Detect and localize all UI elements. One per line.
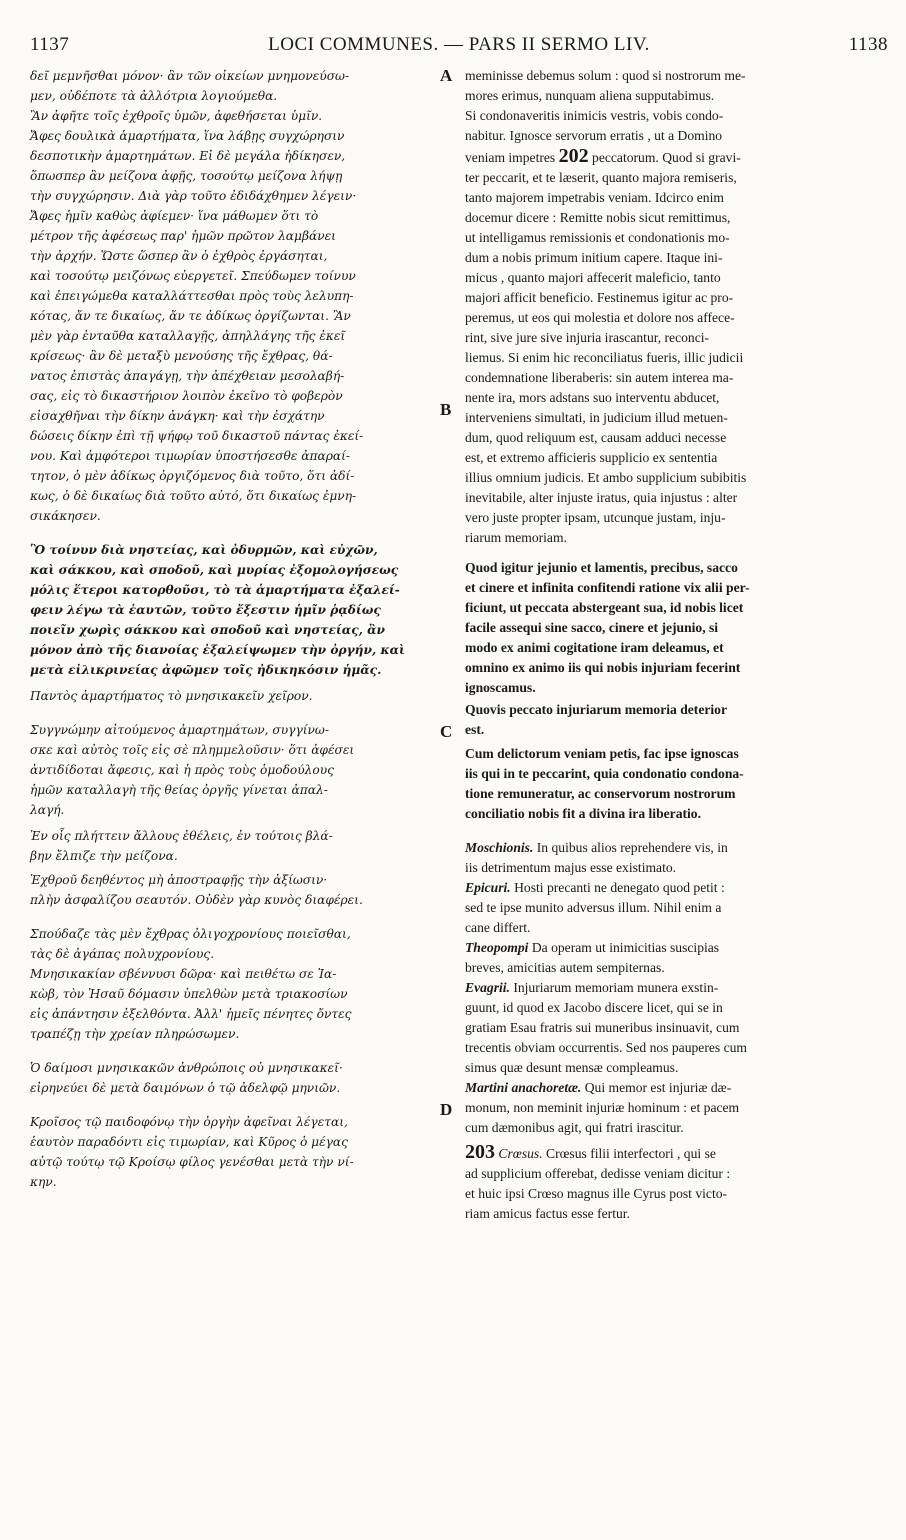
greek-paragraph-9: Κροῖσος τῷ παιδοφόνῳ τὴν ὀργὴν ἀφεῖναι λέγεται, ἑαυτὸν παραδόντι εἰς τιμωρίαν, καὶ Κῦρος ὁ μέγας αὐτῷ τούτῳ τῷ Κροίσῳ φίλος γενέσθαι μετὰ τὴν νί- κην. (30, 1115, 354, 1189)
latin-paragraph-2: Quod igitur jejunio et lamentis, precibus, sacco et cinere et infinita confitendi ratione vix alii per- ficiunt, ut peccata abstergeant sua, id nobis licet facile assequi sine sacco, cinere et jejunio, si modo ex animi cogitatione iram deleamus, et omnino ex animo iis qui nobis injuriam fecerint ignoscamus. (465, 560, 750, 695)
greek-paragraph-6: Ἐχθροῦ δεηθέντος μὴ ἀποστραφῇς τὴν ἀξίωσιν· πλὴν ἀσφαλίζου σεαυτόν. Οὐδὲν γὰρ κυνὸς διαφέρει. (30, 873, 363, 907)
latin-text: Qui memor est injuriæ dæ- monum, non meminit injuriæ hominum : et pacem cum dæmonibus agit, qui fratri irascitur. (465, 1080, 740, 1135)
latin-text: In quibus alios reprehendere vis, in iis detrimentum majus esse existimato. (465, 840, 728, 875)
latin-text: Crœsus filii interfectori , qui se ad supplicium offerebat, dedisse veniam dicitur : et huic ipsi Crœso magnus ille Cyrus post victo- riam amicus factus esse fertur. (465, 1146, 731, 1221)
greek-paragraph-5: Ἐν οἷς πλήττειν ἄλλους ἐθέλεις, ἐν τούτοις βλά- βην ἔλπιζε τὴν μείζονα. (30, 829, 333, 863)
section-marker-a: A (440, 66, 453, 85)
latin-paragraph-4: Cum delictorum veniam petis, fac ipse ignoscas iis qui in te peccarint, quia condonatio condona- tione remuneratur, ac conservorum nostrorum conciliatio nobis fit a divina ira liberatio. (465, 746, 744, 821)
author-croesus: Crœsus. (498, 1146, 543, 1161)
page-header (30, 34, 888, 62)
author-evagrius: Evagrii. (465, 980, 510, 995)
latin-paragraph-6 (465, 878, 870, 938)
latin-text: Da operam ut inimicitias suscipias breves, amicitias autem sempiternas. (465, 940, 720, 975)
greek-paragraph-8: Ὁ δαίμοσι μνησικακῶν ἀνθρώποις οὐ μνησικακεῖ· εἰρηνεύει δὲ μετὰ δαιμόνων ὁ τῷ ἀδελφῷ μηνιῶν. (30, 1061, 343, 1095)
section-marker-c: C (440, 722, 453, 741)
latin-paragraph-9 (465, 1078, 870, 1138)
author-epicurus: Epicuri. (465, 880, 511, 895)
author-moschion: Moschionis. (465, 840, 534, 855)
latin-paragraph-1: meminisse debemus solum : quod si nostrorum me- mores erimus, nunquam aliena supputabimus. (465, 68, 746, 103)
latin-text: Injuriarum memoriam munera exstin- guunt, id quod ex Jacobo discere licet, qui se in gratiam Esau fratris sui muneribus insinuavit, cum trecentis obviam occurrentis. Sed nos pauperes cum simus quæ desunt mensæ compleamus. (465, 980, 747, 1075)
running-title: LOCI COMMUNES. — PARS II SERMO LIV. (268, 34, 650, 55)
latin-text: Hosti precanti ne denegato quod petit : sed te ipse munito adversus illum. Nihil enim a cane differt. (465, 880, 725, 935)
author-martinus: Martini anachoretæ. (465, 1080, 582, 1095)
greek-paragraph-7: Σπούδαζε τὰς μὲν ἔχθρας ὀλιγοχρονίους ποιεῖσθαι, τὰς δὲ ἀγάπας πολυχρονίους. Μνησικακίαν σβέννυσι δῶρα· καὶ πειθέτω σε Ἰα- κὼβ, τὸν Ἠσαῦ δόμασιν ὑπελθὼν μετὰ τριακοσίων εἰς ἀπάντησιν ἐξελθόντα. Ἀλλ' ἡμεῖς πένητες ὄντες τραπέζῃ τὴν χρείαν πληρώσωμεν. (30, 927, 352, 1041)
section-marker-d: D (440, 1100, 453, 1119)
latin-paragraph-3: Quovis peccato injuriarum memoria deterior est. (465, 702, 727, 737)
greek-paragraph-3: Παντὸς ἁμαρτήματος τὸ μνησικακεῖν χεῖρον. (30, 689, 313, 703)
latin-column (465, 66, 870, 1224)
right-page-number: 1138 (848, 34, 888, 55)
greek-paragraph-1: δεῖ μεμνῆσθαι μόνον· ἂν τῶν οἰκείων μνημονεύσω- μεν, οὐδέποτε τὰ ἀλλότρια λογιούμεθα. Ἂν ἀφῆτε τοῖς ἐχθροῖς ὑμῶν, ἀφεθήσεται ὑμῖν. Ἄφες δουλικὰ ἁμαρτήματα, ἵνα λάβῃς συγχώρησιν δεσποτικὴν ἁμαρτημάτων. Εἰ δὲ μεγάλα ἠδίκησεν, ὅπωσπερ ἂν μείζονα ἀφῇς, τοσούτῳ μείζονα λήψῃ τὴν συγχώρησιν. Διὰ γὰρ τοῦτο ἐδιδάχθημεν λέγειν· Ἄφες ἡμῖν καθὼς ἀφίεμεν· ἵνα μάθωμεν ὅτι τὸ μέτρον τῆς ἀφέσεως παρ' ἡμῶν πρῶτον λαμβάνει τὴν ἀρχήν. Ὥστε ὥσπερ ἂν ὁ ἐχθρὸς ἐργάσηται, καὶ τοσούτῳ μειζόνως εὐεργετεῖ. Σπεύδωμεν τοίνυν καὶ ἐπειγώμεθα καταλλάττεσθαι πρὸς τοὺς λελυπη- κότας, ἄν τε δικαίως, ἄν τε ἀδίκως ὀργίζωνται. Ἂν μὲν γὰρ ἐνταῦθα καταλλαγῇς, ἀπηλλάγης τῆς ἐκεῖ κρίσεως· ἂν δὲ μεταξὺ μενούσης τῆς ἔχθρας, θά- νατος ἐπιστὰς ἀπαγάγῃ, τὴν ἀπέχθειαν μεσολαβή- σας, εἰς τὸ δικαστήριον λοιπὸν ἐκεῖνο τὸ φοβερὸν εἰσαχθῆναι τὴν δίκην ἀνάγκη· καὶ τὴν ἐσχάτην δώσεις δίκην ἐπὶ τῇ ψήφῳ τοῦ δικαστοῦ πάντας ἐκεί- νου. Καὶ ἀμφότεροι τιμωρίαν ὑποστήσεσθε ἀπαραί- τητον, ὁ μὲν ἀδίκως ὀργιζόμενος διὰ τοῦτο, ὅτι ἀδί- κως, ὁ δὲ δικαίως διὰ τοῦτο αὐτό, ὅτι δικαίως ἐμνη- σικάκησεν. (30, 69, 364, 523)
section-marker-b: B (440, 400, 452, 419)
greek-paragraph-2: Ὃ τοίνυν διὰ νηστείας, καὶ ὀδυρμῶν, καὶ εὐχῶν, καὶ σάκκου, καὶ σποδοῦ, καὶ μυρίας ἐξομολογήσεως μόλις ἕτεροι κατορθοῦσι, τὸ τὰ ἁμαρτήματα ἐξαλεί- φειν λέγω τὰ ἑαυτῶν, τοῦτο ἔξεστιν ἡμῖν ῥᾳδίως ποιεῖν χωρὶς σάκκου καὶ σποδοῦ καὶ νηστείας, ἂν μόνον ἀπὸ τῆς διανοίας ἐξαλείψωμεν τὴν ὀργήν, καὶ μετὰ εἰλικρινείας ἀφῶμεν τοῖς ἠδικηκόσιν ἡμᾶς. (30, 543, 405, 677)
latin-paragraph-8 (465, 978, 870, 1078)
latin-paragraph-5 (465, 838, 870, 878)
latin-text: Si condonaveritis inimicis vestris, vobis condo- nabitur. Ignosce servorum erratis , ut a Domino veniam impetres (465, 108, 724, 165)
latin-paragraph-1b (465, 106, 870, 548)
latin-paragraph-7 (465, 938, 870, 978)
latin-text: peccatorum. Quod si gravi- ter peccarit, et te læserit, quanto majora remiseris, tanto majorem impetrabis veniam. Idcirco enim docemur dicere : Remitte nobis sicut remittimus, ut intelligamus remissionis et condonationis mo- dum a nobis primum initium capere. Itaque ini- micus , quanto majori affecerit maleficio, tanto majori afficit beneficio. Festinemus igitur ac pro- peremus, ut eos qui molestia et dolore nos affece- rint, sive jure sive injuria irascantur, reconci- liemus. Si enim hic reconciliatus fueris, illic judicii condemnatione liberaberis: sin autem interea ma- nente ira, mors adstans suo interventu abducet, interveniens simultati, in judicium illud metuen- dum, quod reliquum est, causam adduci necesse est, et extremo afficieris supplicio ex sententia illius omnium judicis. Et ambo supplicium subibitis inevitabile, alter injuste iratus, quia injustus : alter vero juste propter ipsam, utcunque justam, inju- riarum memoriam. (465, 150, 747, 545)
column-number-202: 202 (558, 145, 589, 167)
left-page-number: 1137 (30, 34, 70, 55)
greek-column (30, 66, 455, 1192)
author-theopompus: Theopompi (465, 940, 529, 955)
column-number-203: 203 (465, 1141, 495, 1163)
greek-paragraph-4: Συγγνώμην αἰτούμενος ἁμαρτημάτων, συγγίνω- σκε καὶ αὐτὸς τοῖς εἰς σὲ πλημμελοῦσιν· ὅτι ἀφέσει ἀντιδίδοται ἄφεσις, καὶ ἡ πρὸς τοὺς ὁμοδούλους ἡμῶν καταλλαγὴ τῆς θείας ὀργῆς γίνεται ἀπαλ- λαγή. (30, 723, 355, 817)
latin-paragraph-10 (465, 1142, 870, 1224)
